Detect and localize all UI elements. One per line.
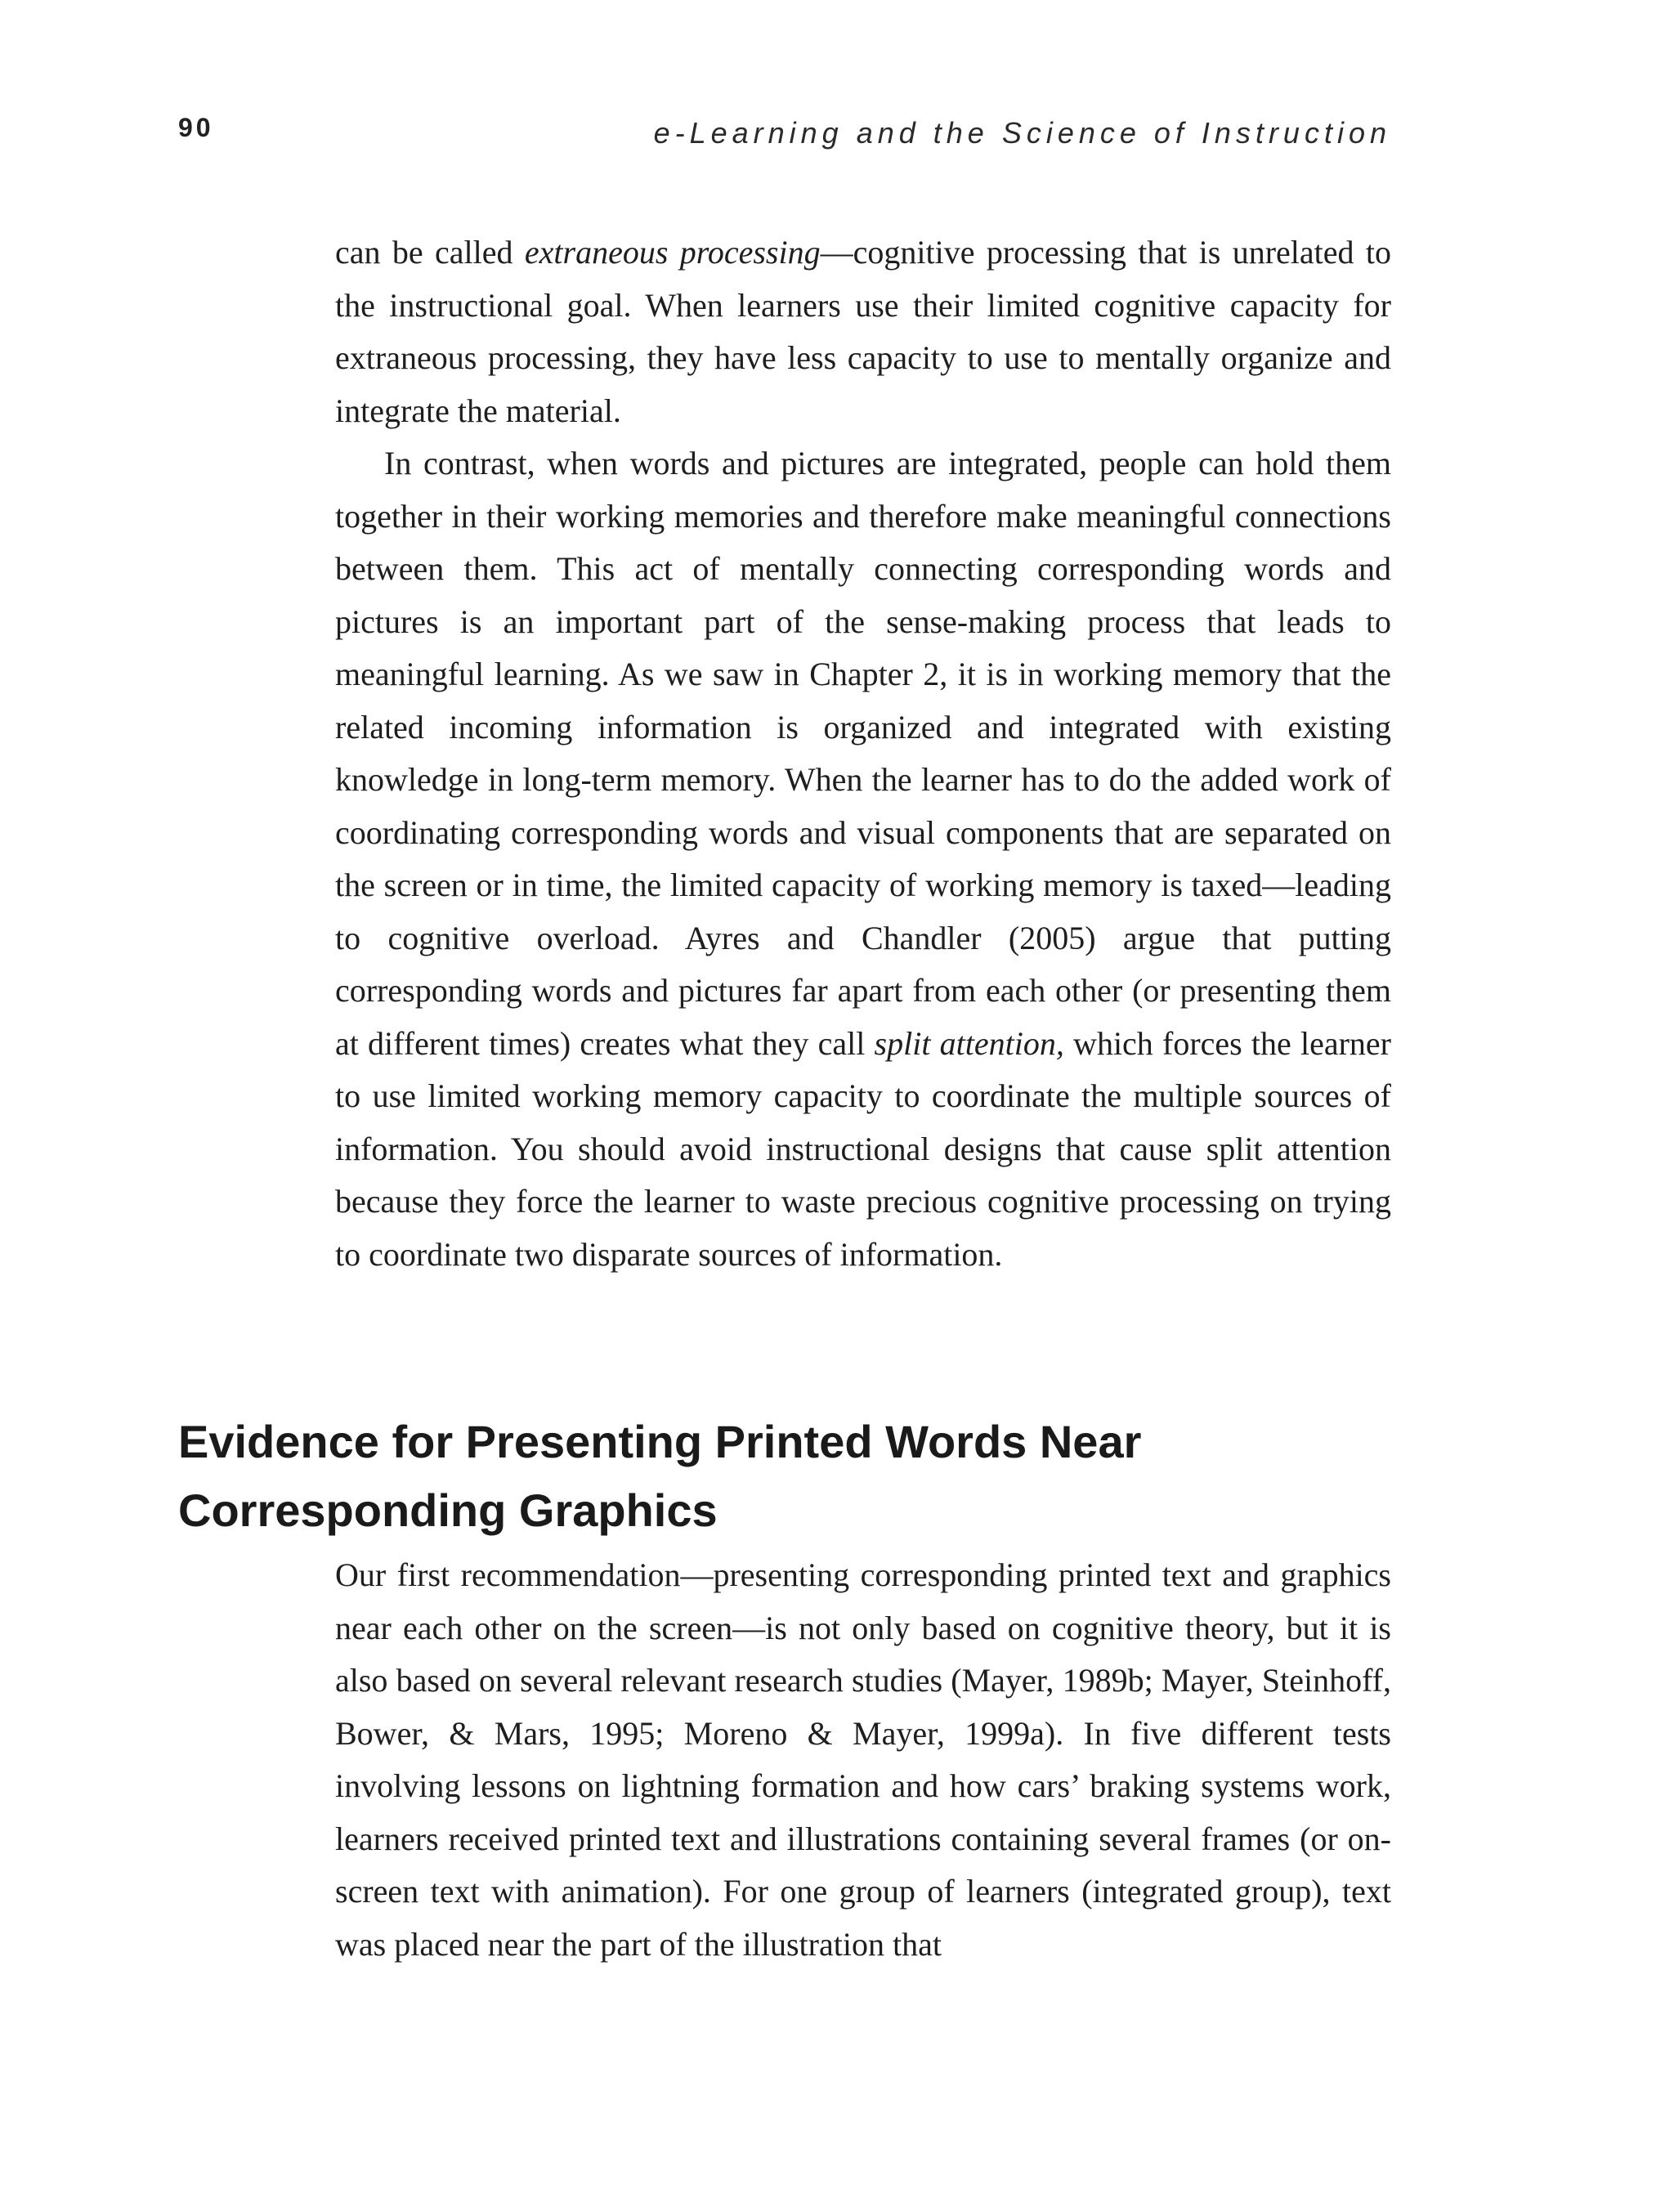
emphasis-term: extraneous processing xyxy=(524,234,821,271)
paragraph-continued xyxy=(335,226,1391,437)
body-text-section-1 xyxy=(335,226,1391,1281)
body-text-section-2 xyxy=(335,1549,1391,1971)
text-run: In contrast, when words and pictures are integrated, people can hold them together in their working memories and therefore make meaningful connections between them. This act of mentally connecting corresponding words and pictures is an important part of the sense-making process that leads to meaningful learning. As we saw in Chapter 2, it is in working memory that the related incoming information is organized and integrated with existing knowledge in long-term memory. When the learner has to do the added work of coordinating corresponding words and visual components that are separated on the screen or in time, the limited capacity of working memory is taxed—leading to cognitive overload. Ayres and Chandler (2005) argue that putting corresponding words and pictures far apart from each other (or presenting them at different times) creates what they call xyxy=(335,445,1391,1062)
heading-line: Evidence for Presenting Printed Words Near xyxy=(178,1416,1142,1467)
page-header xyxy=(0,113,1674,162)
page-number: 90 xyxy=(178,113,214,142)
emphasis-term: split attention, xyxy=(874,1024,1064,1062)
paragraph: Our first recommendation—presenting corresponding printed text and graphics near each other on the screen—is not only based on cognitive theory, but it is also based on several relevant research studies (Mayer, 1989b; Mayer, Steinhoff, Bower, & Mars, 1995; Moreno & Mayer, 1999a). In five different tests involving lessons on lightning formation and how cars’ braking systems work, learners received printed text and illustrations containing several frames (or on-screen text with animation). For one group of learners (integrated group), text was placed near the part of the illustration that xyxy=(335,1556,1391,1963)
running-head: e-Learning and the Science of Instruction xyxy=(653,116,1391,150)
text-run: which forces the learner to use limited working memory capacity to coordinate the multiple sources of information. You should avoid instructional designs that cause split attention because they force the learner to waste precious cognitive processing on trying to coordinate two disparate sources of information. xyxy=(335,1024,1391,1273)
heading-line: Corresponding Graphics xyxy=(178,1484,718,1536)
text-run: can be called xyxy=(335,234,525,271)
section-heading xyxy=(178,1408,1404,1545)
text-run: —cognitive processing that is unrelated to the instructional goal. When learners use their limited cognitive capacity for extraneous processing, they have less capacity to use to mentally organize and integrate the material. xyxy=(335,234,1392,429)
paragraph xyxy=(335,437,1391,1281)
